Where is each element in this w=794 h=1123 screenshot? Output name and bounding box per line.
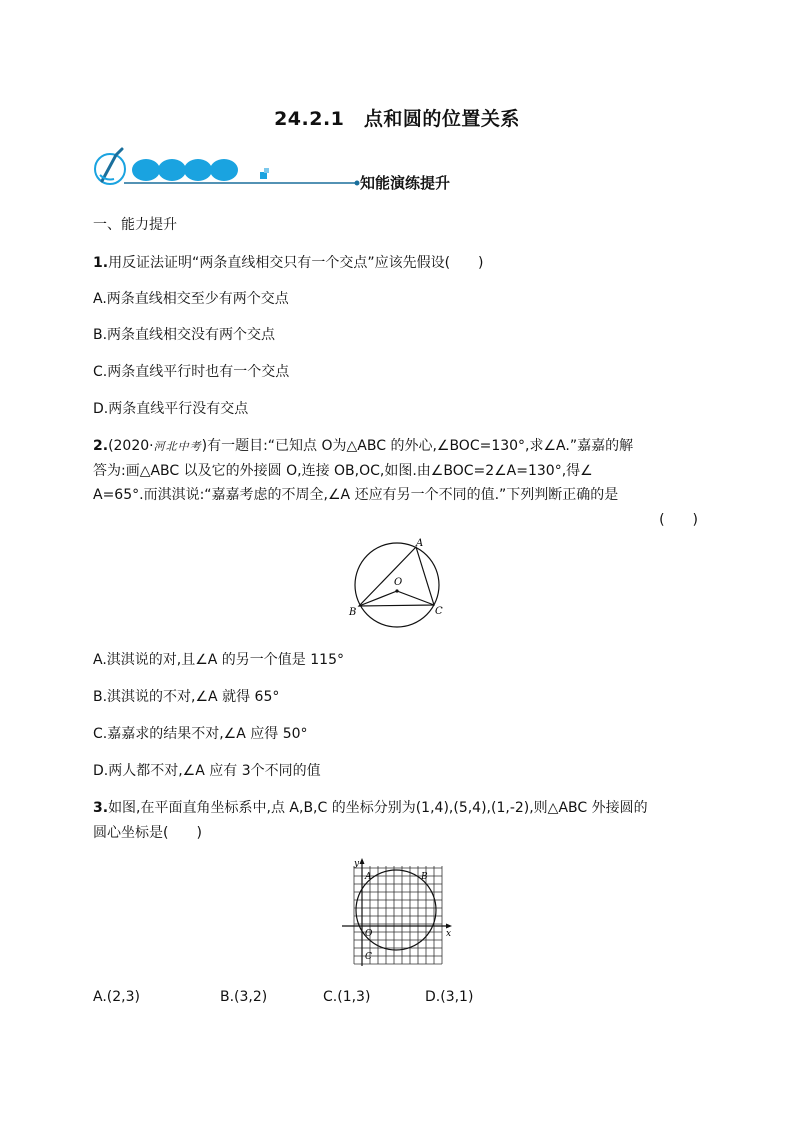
q2-option-a: A.淇淇说的对,且∠A 的另一个值是 115° [93,652,344,668]
banner-label: 知能演练提升 [360,174,451,192]
x-axis-arrow-icon [446,924,452,929]
q2-source: 河北中考 [153,440,202,453]
label-b: B [421,872,428,882]
label-a: A [365,872,372,882]
label-y: y [354,859,360,869]
q1-number: 1. [93,255,109,271]
q3-option-d: D.(3,1) [425,989,474,1005]
y-axis-arrow-icon [360,858,365,864]
q3-line1 [93,798,648,818]
label-c: C [365,952,372,962]
q2-number: 2. [93,438,109,454]
q2-source-open: (2020· [108,438,154,454]
q2-line1 [93,436,633,457]
q2-line3: A=65°.而淇淇说:“嘉嘉考虑的不周全,∠A 还应有另一个不同的值.”下列判断正确的是 [93,487,619,503]
q2-option-b: B.淇淇说的不对,∠A 就得 65° [93,689,280,705]
square-marks-icon [260,168,269,179]
label-o: O [394,577,403,588]
label-x: x [446,929,452,939]
q3-option-a: A.(2,3) [93,989,140,1005]
q3-line2: 圆心坐标是( ) [93,825,202,841]
q3-option-c: C.(1,3) [323,989,371,1005]
label-c: C [435,606,443,617]
label-b: B [349,607,357,618]
label-a: A [416,538,424,549]
q3-line1-text: 如图,在平面直角坐标系中,点 A,B,C 的坐标分别为(1,4),(5,4),(1,-2),则△ABC 外接圆的 [108,800,648,816]
q2-circle-figure [348,536,452,640]
q1-option-d: D.两条直线平行没有交点 [93,401,249,417]
q1-text: 用反证法证明“两条直线相交只有一个交点”应该先假设( ) [108,255,484,271]
q1-stem [93,253,484,273]
q2-line2: 答为:画△ABC 以及它的外接圆 O,连接 OB,OC,如图.由∠BOC=2∠A=130°,得∠ [93,463,593,479]
section-heading: 一、能力提升 [93,217,177,233]
q3-number: 3. [93,800,109,816]
q2-line1-text: )有一题目:“已知点 O为△ABC 的外心,∠BOC=130°,求∠A.”嘉嘉的解 [201,438,634,454]
q1-option-a: A.两条直线相交至少有两个交点 [93,291,289,307]
decorative-dots [132,159,238,181]
center-point-o [395,589,398,592]
q1-option-c: C.两条直线平行时也有一个交点 [93,364,290,380]
pen-logo-icon [95,149,125,184]
segments-ob-oc [359,591,434,606]
label-o: O [365,929,373,939]
q2-option-c: C.嘉嘉求的结果不对,∠A 应得 50° [93,726,308,742]
q3-grid-figure [338,856,458,968]
page-title: 24.2.1 点和圆的位置关系 [274,108,520,130]
q1-option-b: B.两条直线相交没有两个交点 [93,327,276,343]
q3-option-b: B.(3,2) [220,989,268,1005]
q2-option-d: D.两人都不对,∠A 应有 3个不同的值 [93,763,321,779]
q2-answer-paren: ( ) [659,512,698,528]
